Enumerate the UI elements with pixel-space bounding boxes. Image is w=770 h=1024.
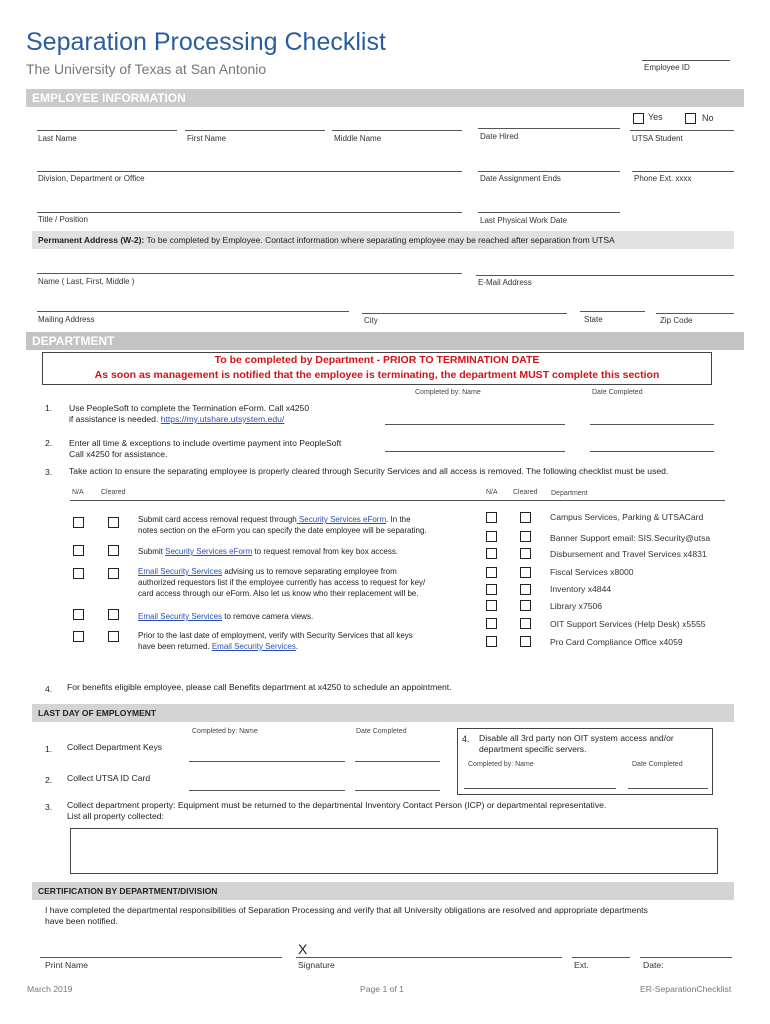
date-assignment-ends-label: Date Assignment Ends [480,174,561,183]
cleared-header-left: Cleared [101,489,126,496]
utsa-student-line [630,130,734,131]
certification-text [45,905,648,927]
security-eform-link-1[interactable]: Security Services eForm [296,515,387,524]
security-item-3-line2: authorized requestors list if the employee currently has access to request for key/ [138,578,426,587]
date-completed-header: Date Completed [592,389,643,396]
item-1-line1: Use PeopleSoft to complete the Termination eForm. Call x4250 [69,403,310,413]
department-notice-line1: To be completed by Department - PRIOR TO TERMINATION DATE [214,354,540,366]
certification-text-line2: have been notified. [45,916,118,926]
security-5-na-checkbox[interactable] [73,631,84,642]
mailing-address-line[interactable] [37,311,349,312]
box-number: 4. [462,734,470,744]
yes-label: Yes [648,112,663,122]
item-2-number: 2. [45,438,53,448]
email-security-link-4[interactable]: Email Security Services [138,612,223,621]
no-label: No [702,113,714,123]
dept-item-4: Fiscal Services x8000 [550,567,634,577]
security-item-1-line2: notes section on the eForm you can specify the date employee will be separating. [138,526,427,535]
permanent-address-note: To be completed by Employee. Contact information where separating employee may be reached after separation from UTSA [144,235,615,245]
peoplesoft-link[interactable]: https://my.utshare.utsystem.edu/ [160,414,285,424]
box-date-line[interactable] [628,788,708,789]
name-lfm-label: Name ( Last, First, Middle ) [38,277,135,286]
first-name-label: First Name [187,134,227,143]
box-name-line[interactable] [464,788,616,789]
employee-id-line[interactable] [642,60,730,61]
security-item-3 [138,566,425,599]
dept-6-cleared-checkbox[interactable] [520,600,531,611]
last-name-line[interactable] [37,130,177,131]
dept-2-cleared-checkbox[interactable] [520,531,531,542]
date-hired-label: Date Hired [480,132,519,141]
box-text [479,733,674,755]
middle-name-line[interactable] [332,130,462,131]
security-item-2 [138,546,398,557]
dept-4-cleared-checkbox[interactable] [520,567,531,578]
dept-2-na-checkbox[interactable] [486,531,497,542]
last-work-date-label: Last Physical Work Date [480,216,567,225]
utsa-student-no-checkbox[interactable] [685,113,696,124]
item-1-number: 1. [45,403,53,413]
email-security-link-5[interactable]: Email Security Services [211,642,296,651]
item-1-date-line[interactable] [590,424,714,425]
section-employee-information: EMPLOYEE INFORMATION [26,89,744,107]
dept-7-cleared-checkbox[interactable] [520,618,531,629]
dept-8-na-checkbox[interactable] [486,636,497,647]
box-date-completed-label: Date Completed [632,761,683,768]
security-2-cleared-checkbox[interactable] [108,545,119,556]
print-name-label: Print Name [45,960,88,970]
state-label: State [584,315,603,324]
dept-3-cleared-checkbox[interactable] [520,548,531,559]
security-1-na-checkbox[interactable] [73,517,84,528]
completed-by-name-header: Completed by: Name [415,389,481,396]
security-2-na-checkbox[interactable] [73,545,84,556]
security-4-na-checkbox[interactable] [73,609,84,620]
box-text-line2: department specific servers. [479,744,587,754]
security-item-1-text-b: . In the [386,515,411,524]
dept-7-na-checkbox[interactable] [486,618,497,629]
item-1-text [69,403,309,425]
security-item-5-text-b: have been returned. [138,642,212,651]
keys-name-line[interactable] [189,761,345,762]
zip-line[interactable] [656,313,734,314]
dept-4-na-checkbox[interactable] [486,567,497,578]
security-item-3-line3: card access through our eForm. Also let us know who their replacement will be. [138,589,419,598]
security-item-2-text-b: to request removal from key box access. [252,547,399,556]
box-text-line1: Disable all 3rd party non OIT system access and/or [479,733,674,743]
department-header: Department [551,490,588,497]
dept-item-2: Banner Support email: SIS.Security@utsa [550,533,711,543]
dept-5-cleared-checkbox[interactable] [520,584,531,595]
permanent-address-band [32,231,734,249]
item-1-line2-text: if assistance is needed. [69,414,161,424]
dept-5-na-checkbox[interactable] [486,584,497,595]
last-name-label: Last Name [38,134,77,143]
dept-item-1: Campus Services, Parking & UTSACard [550,512,704,522]
item-1-name-line[interactable] [385,424,565,425]
item-4-text: For benefits eligible employee, please call Benefits department at x4250 to schedule an appointment. [67,682,452,692]
dept-item-5: Inventory x4844 [550,584,612,594]
lastday-item-3-line2: List all property collected: [67,811,164,821]
date-label: Date: [643,960,664,970]
certification-text-line1: I have completed the departmental responsibilities of Separation Processing and verify that all University obligations are resolved and appropriate departments [45,905,648,915]
employee-id-label: Employee ID [644,63,690,72]
item-2-name-line[interactable] [385,451,565,452]
page-title: Separation Processing Checklist [26,28,386,56]
footer-date: March 2019 [27,984,73,994]
security-item-3-text-a: advising us to remove separating employee from [222,567,397,576]
email-security-link-3[interactable]: Email Security Services [138,567,223,576]
zip-label: Zip Code [660,316,693,325]
security-table-rule [70,500,725,501]
signature-x-mark: X [298,941,308,957]
department-notice-line2: As soon as management is notified that the employee is terminating, the department MUST complete this section [94,369,660,381]
na-header-right: N/A [486,489,498,496]
utsa-student-yes-checkbox[interactable] [633,113,644,124]
item-3-number: 3. [45,467,53,477]
keys-date-line[interactable] [355,761,440,762]
dept-item-6: Library x7506 [550,601,603,611]
dept-item-7: OIT Support Services (Help Desk) x5555 [550,619,706,629]
security-item-4-text: to remove camera views. [222,612,314,621]
security-item-5-line2 [138,641,413,652]
date-line[interactable] [640,957,732,958]
lastday-item-3-number: 3. [45,802,53,812]
item-3-text: Take action to ensure the separating employee is properly cleared through Security Services and all access is removed. The following checklist must be used. [69,466,669,476]
email-line[interactable] [476,275,734,276]
ext-label: Ext. [574,960,589,970]
security-item-1-line1 [138,514,427,525]
security-item-5-text-c: . [295,642,299,651]
permanent-address-title: Permanent Address (W-2): [38,235,145,245]
security-3-na-checkbox[interactable] [73,568,84,579]
middle-name-label: Middle Name [334,134,382,143]
lastday-item-3-line1: Collect department property: Equipment must be returned to the departmental Inventory Contact Person (ICP) or departmental representative. [67,800,607,810]
last-work-date-line[interactable] [478,212,620,213]
dept-3-na-checkbox[interactable] [486,548,497,559]
date-assignment-ends-line[interactable] [478,171,620,172]
dept-1-na-checkbox[interactable] [486,512,497,523]
division-line[interactable] [37,171,462,172]
section-department: DEPARTMENT [26,332,744,350]
lastday-date-completed-header: Date Completed [356,728,407,735]
date-hired-line[interactable] [478,128,620,129]
na-header-left: N/A [72,489,84,496]
lastday-item-1-number: 1. [45,744,53,754]
footer-page: Page 1 of 1 [360,984,404,994]
security-4-cleared-checkbox[interactable] [108,609,119,620]
footer-form-id: ER-SeparationChecklist [640,984,732,994]
item-2-text [69,438,341,460]
page-subtitle: The University of Texas at San Antonio [26,61,267,77]
city-label: City [364,316,378,325]
dept-6-na-checkbox[interactable] [486,600,497,611]
security-item-5 [138,630,413,652]
lastday-completed-by-header: Completed by: Name [192,728,258,735]
idcard-name-line[interactable] [189,790,345,791]
title-position-label: Title / Position [38,215,88,224]
state-line[interactable] [580,311,645,312]
section-last-day: LAST DAY OF EMPLOYMENT [32,704,734,722]
item-2-line1: Enter all time & exceptions to include overtime payment into PeopleSoft [69,438,342,448]
first-name-line[interactable] [185,130,325,131]
phone-ext-label: Phone Ext. xxxx [634,174,692,183]
security-item-4 [138,611,313,622]
item-2-date-line[interactable] [590,451,714,452]
ext-line[interactable] [572,957,630,958]
security-item-2-text-a: Submit [138,547,166,556]
security-3-cleared-checkbox[interactable] [108,568,119,579]
city-line[interactable] [362,313,567,314]
security-item-3-line1 [138,566,425,577]
lastday-item-3-text [67,800,606,822]
phone-ext-line[interactable] [632,171,734,172]
item-2-line2: Call x4250 for assistance. [69,449,168,459]
signature-label: Signature [298,960,335,970]
division-label: Division, Department or Office [38,174,145,183]
security-5-cleared-checkbox[interactable] [108,631,119,642]
email-label: E-Mail Address [478,278,532,287]
signature-line[interactable] [296,957,562,958]
dept-item-3: Disbursement and Travel Services x4831 [550,549,707,559]
item-1-line2 [69,414,309,425]
security-item-5-line1: Prior to the last date of employment, verify with Security Services that all keys [138,631,413,640]
print-name-line[interactable] [40,957,282,958]
mailing-address-label: Mailing Address [38,315,95,324]
item-4-number: 4. [45,684,53,694]
cleared-header-right: Cleared [513,489,538,496]
lastday-item-2-number: 2. [45,775,53,785]
section-certification: CERTIFICATION BY DEPARTMENT/DIVISION [32,882,734,900]
lastday-item-1-text: Collect Department Keys [67,742,163,752]
security-eform-link-2[interactable]: Security Services eForm [165,547,253,556]
security-1-cleared-checkbox[interactable] [108,517,119,528]
title-position-line[interactable] [37,212,462,213]
property-collected-textarea[interactable] [70,828,718,874]
idcard-date-line[interactable] [355,790,440,791]
security-item-1-text-a: Submit card access removal request through [138,515,297,524]
box-completed-by-label: Completed by: Name [468,761,534,768]
lastday-item-2-text: Collect UTSA ID Card [67,773,151,783]
security-item-1 [138,514,427,536]
utsa-student-label: UTSA Student [632,134,683,143]
dept-8-cleared-checkbox[interactable] [520,636,531,647]
dept-1-cleared-checkbox[interactable] [520,512,531,523]
name-line[interactable] [37,273,462,274]
dept-item-8: Pro Card Compliance Office x4059 [550,637,683,647]
